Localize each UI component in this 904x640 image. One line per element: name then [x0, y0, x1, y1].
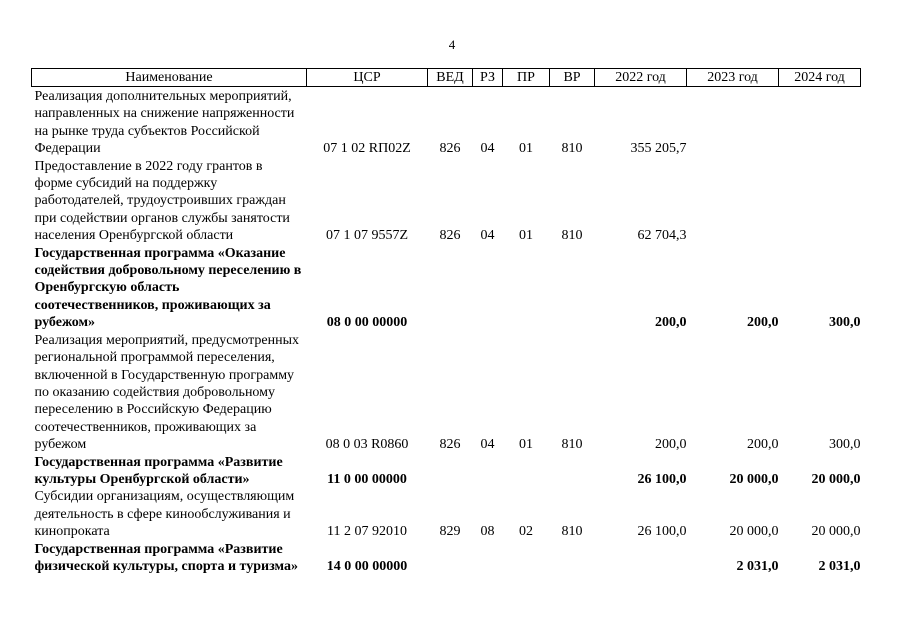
row-2022: 200,0	[655, 437, 687, 453]
row-2023: 20 000,0	[729, 524, 779, 540]
row-2024: 20 000,0	[811, 524, 861, 540]
row-2024: 2 031,0	[818, 558, 861, 574]
row-csr: 11 2 07 92010	[327, 524, 407, 540]
row-2023: 200,0	[747, 437, 779, 453]
row-2023: 20 000,0	[729, 471, 779, 487]
row-ved	[428, 245, 473, 332]
row-2024	[779, 87, 861, 158]
row-rz	[473, 245, 503, 332]
table-row	[32, 87, 861, 158]
header-ved: ВЕД	[428, 69, 473, 87]
header-rz: РЗ	[473, 69, 503, 87]
row-rz: 04	[480, 141, 495, 157]
page-number: 4	[448, 37, 456, 52]
row-csr: 08 0 00 00000	[326, 315, 408, 331]
table-row	[32, 158, 861, 245]
row-csr: 07 1 07 9557Z	[325, 228, 409, 244]
table-row	[32, 332, 861, 454]
row-pr	[503, 454, 550, 489]
row-vr	[550, 245, 595, 332]
row-2023: 2 031,0	[736, 558, 779, 574]
row-name: Субсидии организациям, осуществляющим деятельность в сфере кинообслуживания и кинопроката	[34, 489, 295, 540]
row-2024: 20 000,0	[811, 471, 861, 487]
row-vr: 810	[561, 437, 583, 453]
row-csr: 07 1 02 RП02Z	[323, 141, 411, 157]
row-2023: 200,0	[747, 315, 779, 331]
table-row	[32, 488, 861, 540]
row-ved: 826	[439, 437, 461, 453]
header-2022: 2022 год	[595, 69, 687, 87]
table-row	[32, 454, 861, 489]
row-csr: 11 0 00 00000	[327, 471, 407, 487]
row-name: Предоставление в 2022 году грантов в форме субсидий на поддержку работодателей, трудоустроивших граждан при содействии органов службы занятости населения Оренбургской области	[34, 158, 290, 244]
row-vr	[550, 454, 595, 489]
row-rz	[473, 541, 503, 576]
row-rz: 08	[480, 524, 495, 540]
row-pr: 01	[519, 437, 533, 453]
row-name: Государственная программа «Оказание содействия добровольному переселению в Оренбургскую область соотечественников, проживающих за рубежом»	[34, 245, 302, 331]
row-2022: 200,0	[655, 315, 687, 331]
header-csr: ЦСР	[307, 69, 428, 87]
row-2022: 62 704,3	[637, 228, 687, 244]
row-name: Реализация дополнительных мероприятий, направленных на снижение напряженности на рынке труда субъектов Российской Федерации	[34, 89, 295, 157]
row-name: Государственная программа «Развитие культуры Оренбургской области»	[34, 454, 283, 487]
row-2022: 26 100,0	[637, 471, 687, 487]
row-2024: 300,0	[829, 315, 861, 331]
header-2023: 2023 год	[687, 69, 779, 87]
row-csr: 08 0 03 R0860	[325, 437, 409, 453]
row-rz: 04	[480, 437, 495, 453]
header-vr: ВР	[550, 69, 595, 87]
row-vr: 810	[561, 524, 583, 540]
row-ved	[428, 541, 473, 576]
table-row	[32, 541, 861, 576]
row-ved: 829	[439, 524, 461, 540]
row-pr: 02	[519, 524, 533, 540]
row-rz: 04	[480, 228, 495, 244]
budget-table	[31, 68, 861, 575]
row-ved: 826	[439, 141, 461, 157]
row-vr	[550, 541, 595, 576]
row-ved	[428, 454, 473, 489]
row-2023	[687, 87, 779, 158]
row-2023	[687, 158, 779, 245]
table-row	[32, 245, 861, 332]
row-name: Государственная программа «Развитие физической культуры, спорта и туризма»	[34, 541, 298, 574]
header-name: Наименование	[32, 69, 307, 87]
row-2024	[779, 158, 861, 245]
row-2024: 300,0	[829, 437, 861, 453]
row-ved: 826	[439, 228, 461, 244]
row-2022	[595, 541, 687, 576]
header-pr: ПР	[503, 69, 550, 87]
row-2022: 355 205,7	[630, 141, 687, 157]
row-vr: 810	[561, 228, 583, 244]
row-pr	[503, 245, 550, 332]
row-2022: 26 100,0	[637, 524, 687, 540]
row-pr: 01	[519, 141, 533, 157]
row-name: Реализация мероприятий, предусмотренных региональной программой переселения, включенной в Государственную программу по оказанию содействия добровольному переселению в Российскую Федерацию соотечественников, проживающих за рубежом	[34, 332, 299, 453]
row-rz	[473, 454, 503, 489]
row-vr: 810	[561, 141, 583, 157]
row-pr: 01	[519, 228, 533, 244]
row-pr	[503, 541, 550, 576]
header-2024: 2024 год	[779, 69, 861, 87]
table-header-row	[32, 69, 861, 87]
row-csr: 14 0 00 00000	[326, 558, 408, 574]
